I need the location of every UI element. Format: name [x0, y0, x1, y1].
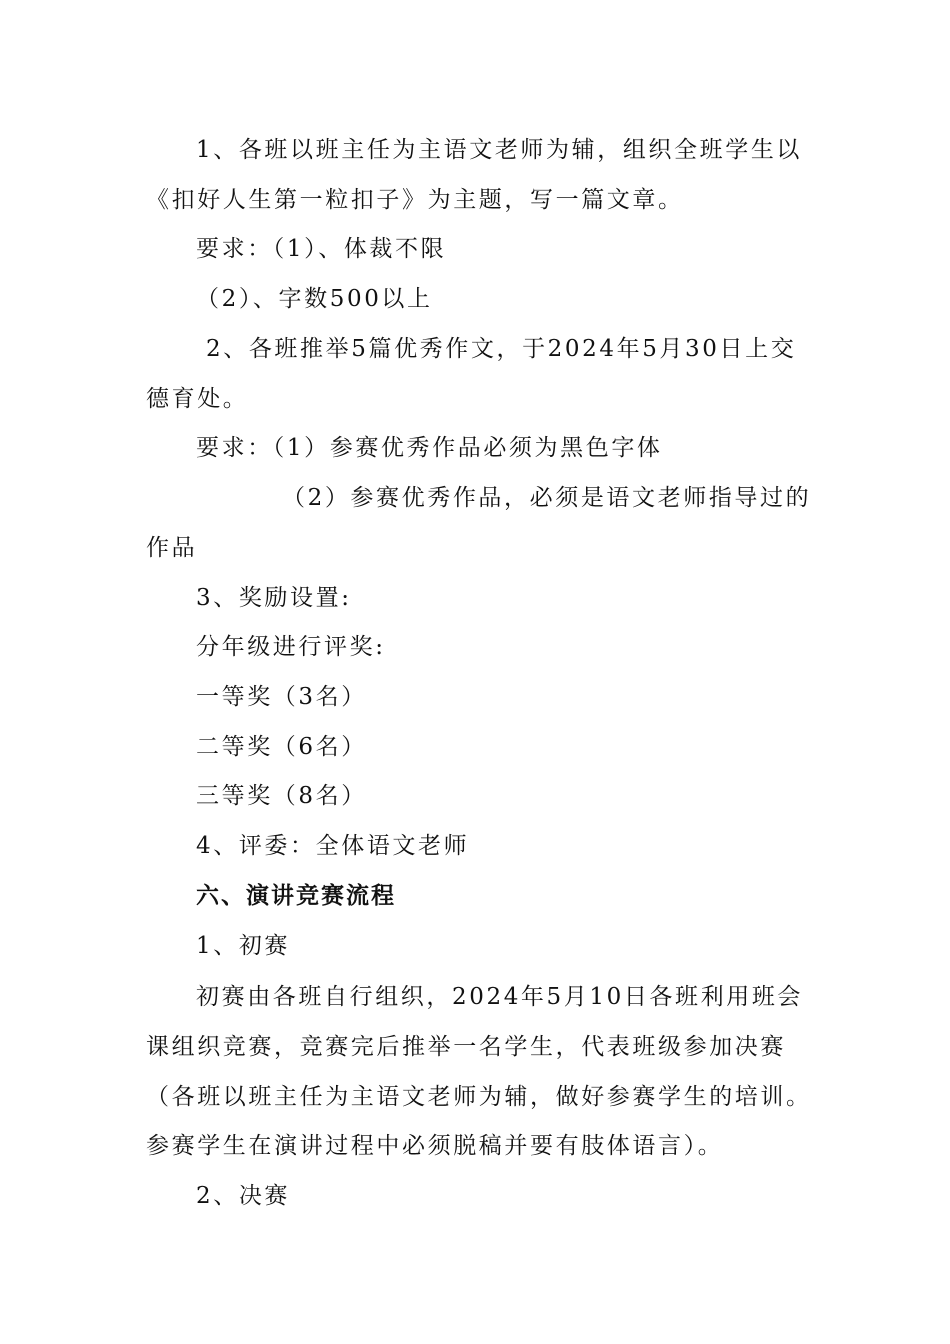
paragraph-line-6: 分年级进行评奖: — [196, 634, 386, 660]
requirement-line: 要求：（1）参赛优秀作品必须为黑色字体 — [196, 435, 663, 461]
paragraph-line-8: 课组织竞赛，竞赛完后推举一名学生，代表班级参加决赛 — [146, 1034, 786, 1060]
award-line: 三等奖（8名） — [196, 783, 367, 809]
paragraph-line-1: 1、各班以班主任为主语文老师为辅，组织全班学生以 — [196, 137, 803, 163]
section-item: 3、奖励设置: — [196, 585, 352, 611]
paragraph-line-2: 《扣好人生第一粒扣子》为主题，写一篇文章。 — [146, 187, 684, 213]
paragraph-line-3: 2、各班推举5篇优秀作文，于2024年5月30日上交 — [206, 336, 797, 362]
award-line: 二等奖（6名） — [196, 734, 367, 760]
paragraph-line-4: 德育处。 — [146, 386, 249, 412]
award-line: 一等奖（3名） — [196, 684, 367, 710]
section-item: 1、初赛 — [196, 933, 291, 959]
requirement-line: （2）参赛优秀作品，必须是语文老师指导过的 — [282, 485, 812, 511]
paragraph-line-9: （各班以班主任为主语文老师为辅，做好参赛学生的培训。 — [146, 1084, 812, 1110]
paragraph-line-5: 作品 — [146, 535, 198, 561]
requirement-line: 要求：（1）、体裁不限 — [196, 236, 447, 262]
paragraph-line-7: 初赛由各班自行组织，2024年5月10日各班利用班会 — [196, 984, 804, 1010]
section-heading: 六、演讲竞赛流程 — [196, 883, 396, 909]
requirement-line: （2）、字数500以上 — [196, 286, 433, 312]
section-item: 4、评委：全体语文老师 — [196, 833, 470, 859]
paragraph-line-10: 参赛学生在演讲过程中必须脱稿并要有肢体语言）。 — [146, 1133, 724, 1159]
section-item: 2、决赛 — [196, 1183, 291, 1209]
